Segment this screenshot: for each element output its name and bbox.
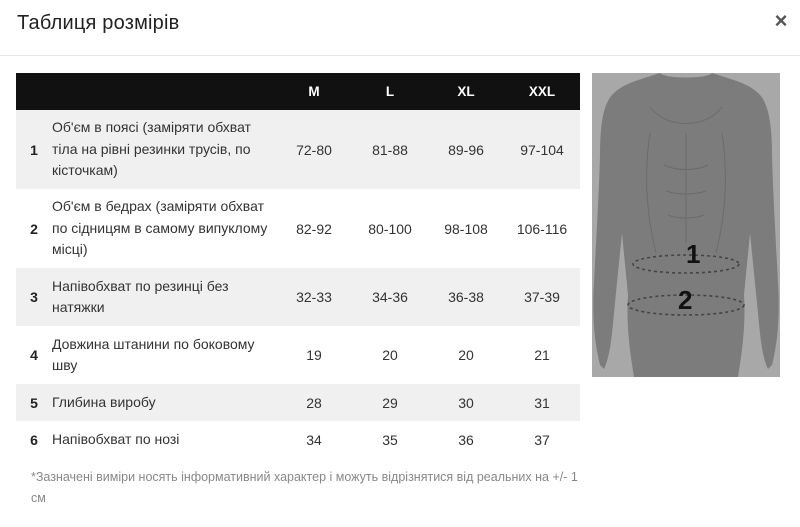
cell-m: 32-33	[276, 268, 352, 326]
cell-l: 34-36	[352, 268, 428, 326]
cell-xxl: 21	[504, 326, 580, 384]
header-size-xxl: XXL	[504, 73, 580, 110]
dialog-header	[0, 0, 800, 56]
header-description	[52, 73, 276, 110]
row-description: Напівобхват по нозі	[52, 421, 276, 458]
cell-xxl: 97-104	[504, 110, 580, 189]
row-description: Глибина виробу	[52, 384, 276, 421]
close-icon[interactable]: ×	[774, 8, 788, 33]
disclaimer-note: *Зазначені виміри носять інформативний характер і можуть відрізнятися від реальних на +/- 1 см	[31, 470, 578, 505]
table-row	[16, 384, 580, 421]
header-size-m: M	[276, 73, 352, 110]
row-description: Об'єм в бедрах (заміряти обхват по сідницям в самому випуклому місці)	[52, 189, 276, 268]
size-table	[16, 73, 580, 458]
cell-xl: 30	[428, 384, 504, 421]
cell-xxl: 37-39	[504, 268, 580, 326]
cell-xl: 98-108	[428, 189, 504, 268]
body-measurement-figure	[592, 73, 780, 377]
header-size-l: L	[352, 73, 428, 110]
row-description: Об'єм в поясі (заміряти обхват тіла на рівні резинки трусів, по кісточкам)	[52, 110, 276, 189]
marker-2: 2	[678, 285, 693, 315]
cell-m: 82-92	[276, 189, 352, 268]
row-number: 5	[16, 384, 52, 421]
row-description: Напівобхват по резинці без натяжки	[52, 268, 276, 326]
cell-m: 34	[276, 421, 352, 458]
header-number	[16, 73, 52, 110]
cell-m: 72-80	[276, 110, 352, 189]
cell-xl: 36	[428, 421, 504, 458]
cell-l: 81-88	[352, 110, 428, 189]
cell-l: 29	[352, 384, 428, 421]
cell-xl: 89-96	[428, 110, 504, 189]
row-number: 2	[16, 189, 52, 268]
marker-1: 1	[686, 239, 701, 269]
row-number: 1	[16, 110, 52, 189]
table-row	[16, 326, 580, 384]
table-row	[16, 268, 580, 326]
cell-xxl: 106-116	[504, 189, 580, 268]
cell-l: 35	[352, 421, 428, 458]
cell-xl: 20	[428, 326, 504, 384]
table-row	[16, 189, 580, 268]
row-number: 6	[16, 421, 52, 458]
cell-xl: 36-38	[428, 268, 504, 326]
row-description: Довжина штанини по боковому шву	[52, 326, 276, 384]
cell-l: 80-100	[352, 189, 428, 268]
dialog-title: Таблиця розмірів	[17, 12, 180, 34]
cell-m: 28	[276, 384, 352, 421]
row-number: 3	[16, 268, 52, 326]
table-header-row	[16, 73, 580, 110]
cell-l: 20	[352, 326, 428, 384]
cell-xxl: 31	[504, 384, 580, 421]
row-number: 4	[16, 326, 52, 384]
table-row	[16, 421, 580, 458]
cell-xxl: 37	[504, 421, 580, 458]
cell-m: 19	[276, 326, 352, 384]
table-row	[16, 110, 580, 189]
header-size-xl: XL	[428, 73, 504, 110]
